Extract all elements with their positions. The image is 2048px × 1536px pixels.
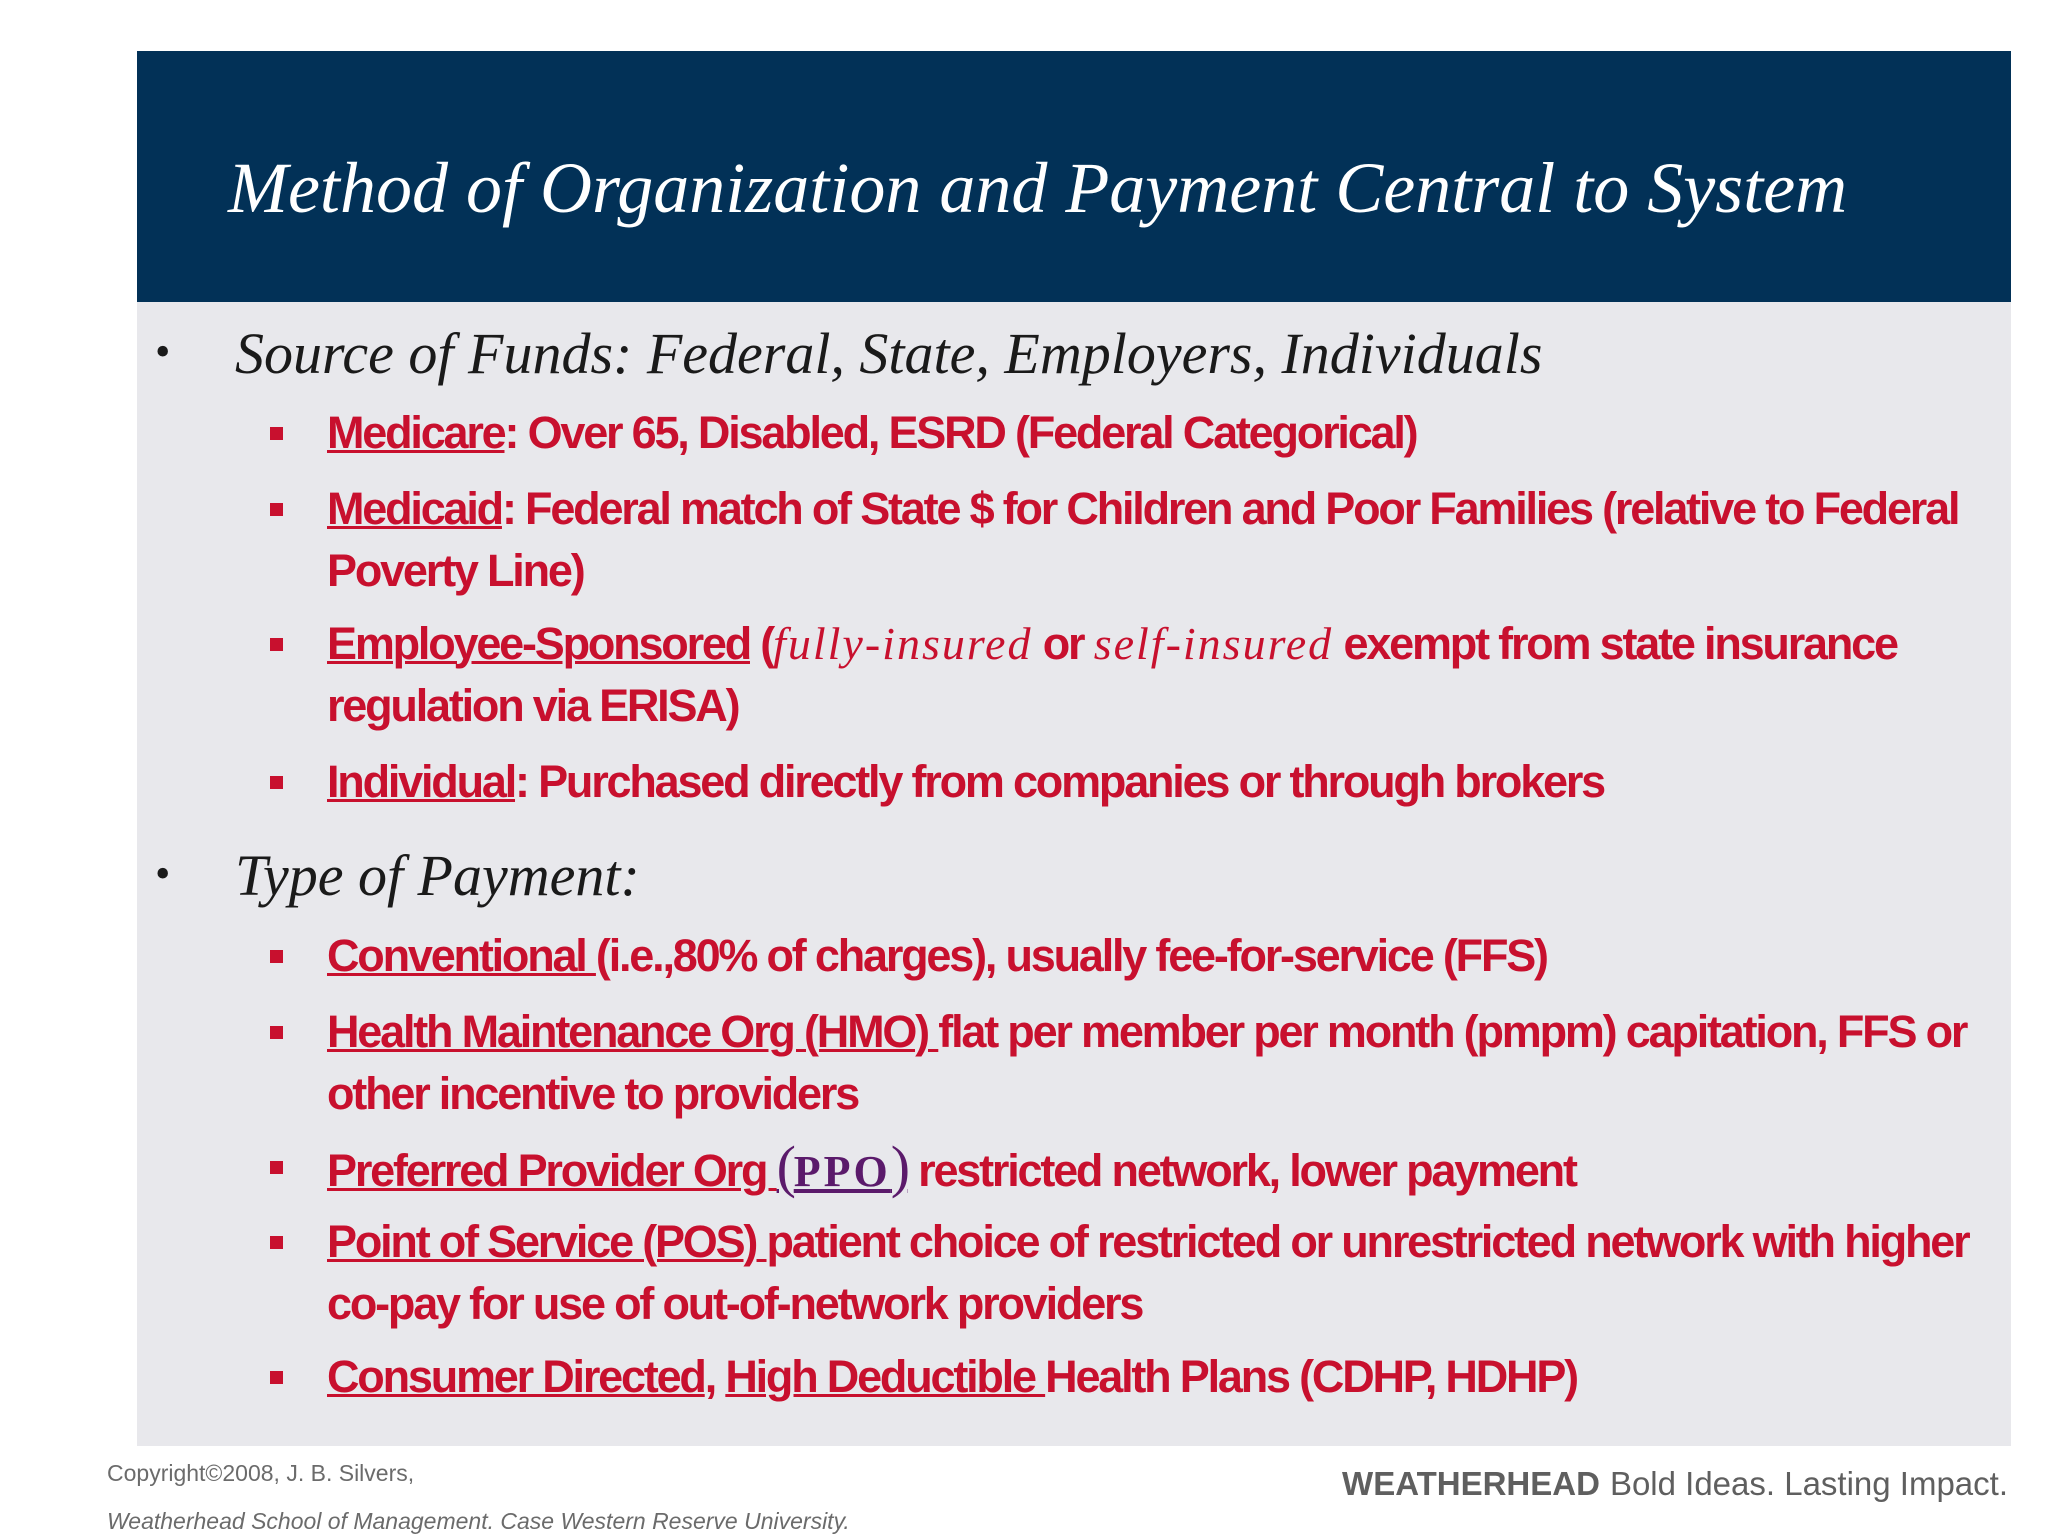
item-label: Medicare bbox=[327, 407, 505, 458]
self-insured-text: self-insured bbox=[1093, 618, 1334, 669]
item-label: Preferred Provider Org bbox=[327, 1145, 777, 1196]
ppo-abbrev: PPO bbox=[793, 1147, 891, 1196]
square-bullet-icon bbox=[270, 1161, 283, 1174]
list-item-conventional bbox=[262, 925, 2012, 987]
square-bullet-icon bbox=[270, 1236, 283, 1249]
item-label: Medicaid bbox=[327, 483, 502, 534]
item-label: Health Maintenance Org (HMO) bbox=[327, 1006, 939, 1057]
copyright-text: Copyright©2008, J. B. Silvers, bbox=[107, 1460, 415, 1486]
fully-insured-text: fully-insured bbox=[773, 618, 1033, 669]
square-bullet-icon bbox=[270, 1371, 283, 1384]
square-bullet-icon bbox=[270, 638, 283, 651]
item-label: Point of Service (POS) bbox=[327, 1216, 767, 1267]
list-item-medicare bbox=[262, 402, 2012, 464]
square-bullet-icon bbox=[270, 776, 283, 789]
square-bullet-icon bbox=[270, 1026, 283, 1039]
item-text: : Federal match of State $ for Children and Poor Families (relative to Federal Poverty Line) bbox=[327, 483, 1959, 596]
school-text: Weatherhead School of Management. Case Western Reserve University. bbox=[107, 1508, 850, 1534]
item-text: patient choice of restricted or unrestricted network with higher co-pay for use of out-of-network providers bbox=[327, 1216, 1969, 1329]
list-item-employee-sponsored: Employee-Sponsored (fully-insured or self-insured exempt from state insurance regulation via ERISA) bbox=[262, 613, 2012, 737]
square-bullet-icon bbox=[270, 503, 283, 516]
item-label-2: High Deductible bbox=[725, 1351, 1046, 1402]
item-text: restricted network, lower payment bbox=[907, 1145, 1576, 1196]
item-label: Conventional bbox=[327, 930, 596, 981]
footer-credits bbox=[107, 1458, 850, 1534]
bullet-dot: • bbox=[155, 849, 171, 898]
item-label: Consumer Directed bbox=[327, 1351, 705, 1402]
item-text: flat per member per month (pmpm) capitation, FFS or other incentive to providers bbox=[327, 1006, 1967, 1119]
list-item-medicaid bbox=[262, 478, 2012, 602]
footer-brand bbox=[1342, 1465, 2008, 1503]
slide-title: Method of Organization and Payment Central to System bbox=[228, 148, 1848, 228]
square-bullet-icon bbox=[270, 950, 283, 963]
list-item-individual bbox=[262, 751, 2012, 813]
square-bullet-icon bbox=[270, 427, 283, 440]
tagline: Bold Ideas. Lasting Impact. bbox=[1609, 1465, 2008, 1502]
list-item-cdhp: Consumer Directed, High Deductible Health Plans (CDHP, HDHP) bbox=[262, 1346, 2012, 1408]
brand-logo-text: WEATHERHEAD bbox=[1342, 1465, 1600, 1502]
item-label: Individual bbox=[327, 756, 516, 807]
item-text: : Purchased directly from companies or through brokers bbox=[515, 756, 1604, 807]
bullet-dot: • bbox=[155, 327, 171, 376]
item-text: (i.e.,80% of charges), usually fee-for-service (FFS) bbox=[595, 930, 1547, 981]
list-item-hmo bbox=[262, 1001, 2012, 1125]
item-text: : Over 65, Disabled, ESRD (Federal Categorical) bbox=[504, 407, 1417, 458]
item-text: Health Plans (CDHP, HDHP) bbox=[1045, 1351, 1577, 1402]
item-label: Employee-Sponsored bbox=[327, 618, 750, 669]
list-item-ppo: Preferred Provider Org (PPO) restricted network, lower payment bbox=[262, 1136, 2012, 1203]
list-item-pos bbox=[262, 1211, 2012, 1335]
